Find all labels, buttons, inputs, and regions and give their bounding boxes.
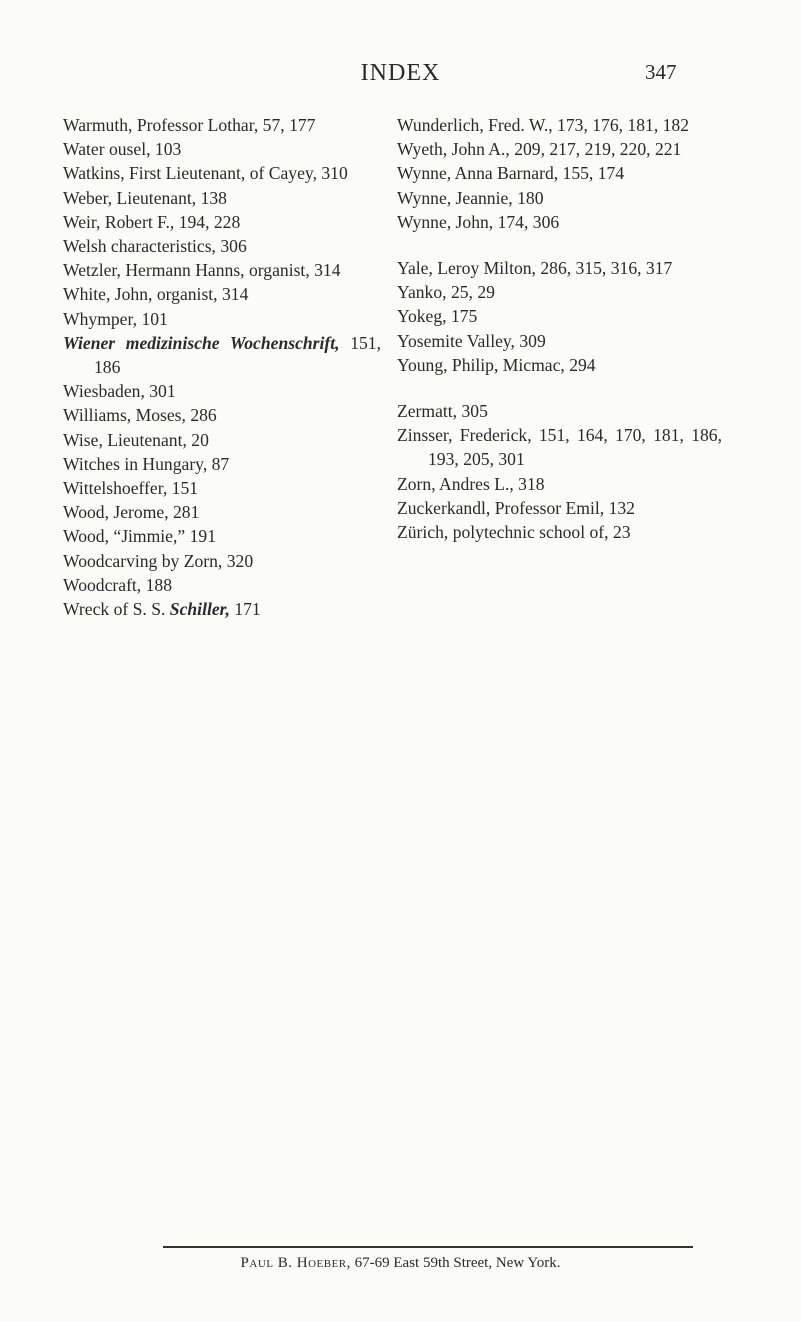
index-entry [397,210,722,234]
index-entry [63,476,381,500]
index-entry [63,331,381,379]
index-entry [397,304,722,328]
index-entry [397,113,722,137]
index-entry [63,258,381,282]
index-entry [63,549,381,573]
index-entry-text: Wood, “Jimmie,” 191 [63,526,216,547]
index-entry-text: Young, Philip, Micmac, 294 [397,354,596,375]
index-entry-text: Zinsser, Frederick, 151, 164, 170, 181, 186, 193, 205, 301 [397,425,722,470]
index-column-left [63,113,381,621]
page-header [0,60,801,94]
index-entry [63,597,381,621]
index-entry [63,307,381,331]
index-column-right [397,113,722,544]
index-entry [397,137,722,161]
index-entry-text: Watkins, First Lieutenant, of Cayey, 310 [63,163,348,184]
index-entry [397,520,722,544]
index-entry-text: Zermatt, 305 [397,401,488,422]
index-entry-italic: Wiener medizinische Wochenschrift, [63,332,340,353]
index-entry [63,186,381,210]
index-entry-text: Wynne, Anna Barnard, 155, 174 [397,163,625,184]
index-entry [63,379,381,403]
index-entry-text: 151, 186 [94,332,382,378]
index-entry [63,210,381,234]
index-entry-text: Welsh characteristics, 306 [63,236,247,257]
index-entry [397,423,722,471]
index-entry-text: Wynne, John, 174, 306 [397,211,560,232]
index-entry [397,496,722,520]
page-number: 347 [645,60,677,84]
index-entry [63,282,381,306]
index-entry [63,428,381,452]
index-entry [63,234,381,258]
index-entry-text: Witches in Hungary, 87 [63,453,230,474]
index-entry-text: Zorn, Andres L., 318 [397,473,545,494]
index-entry-text: Wittelshoeffer, 151 [63,478,199,499]
index-entry [397,353,722,377]
index-entry-text: Williams, Moses, 286 [63,405,217,426]
publisher-footer [0,1255,801,1272]
index-entry-text: Weir, Robert F., 194, 228 [63,211,241,232]
index-entry [63,161,381,185]
index-entry-text: Wise, Lieutenant, 20 [63,429,209,450]
index-entry-text: Zürich, polytechnic school of, 23 [397,522,631,543]
index-entry-text: 171 [229,599,261,620]
index-entry [397,256,722,280]
index-entry-text: Wiesbaden, 301 [63,381,176,402]
index-entry [63,573,381,597]
index-entry-text: Weber, Lieutenant, 138 [63,187,227,208]
index-entry [63,137,381,161]
index-entry-text: Wyeth, John A., 209, 217, 219, 220, 221 [397,139,682,160]
index-entry-text: Wood, Jerome, 281 [63,502,200,523]
page-title: INDEX [360,60,441,86]
footer-rule [163,1246,693,1248]
index-entry [63,403,381,427]
index-entry [397,329,722,353]
index-entry [63,500,381,524]
index-entry [397,399,722,423]
index-entry-text: Woodcarving by Zorn, 320 [63,550,254,571]
index-entry-text: Whymper, 101 [63,308,168,329]
index-entry-text: Wynne, Jeannie, 180 [397,187,544,208]
index-entry-text: White, John, organist, 314 [63,284,249,305]
index-entry [397,186,722,210]
index-entry-text: Wunderlich, Fred. W., 173, 176, 181, 182 [397,115,690,135]
index-entry-text: Wreck of S. S. [63,599,170,620]
index-entry-text: Zuckerkandl, Professor Emil, 132 [397,497,635,518]
index-entry [397,472,722,496]
publisher-address: 67-69 East 59th Street, New York. [350,1255,561,1271]
index-entry [63,113,381,137]
index-entry [397,280,722,304]
index-entry-text: Yale, Leroy Milton, 286, 315, 316, 317 [397,258,673,279]
index-entry-text: Yanko, 25, 29 [397,282,495,303]
index-entry-italic: Schiller, [169,599,230,620]
index-entry-text: Wetzler, Hermann Hanns, organist, 314 [63,260,341,281]
index-entry-text: Yosemite Valley, 309 [397,330,546,351]
index-entry [63,524,381,548]
index-entry-text: Woodcraft, 188 [63,574,172,595]
index-entry [397,161,722,185]
index-entry-text: Yokeg, 175 [397,306,478,327]
index-entry-text: Warmuth, Professor Lothar, 57, 177 [63,115,316,135]
publisher-name: Paul B. Hoeber, [240,1255,351,1271]
index-entry-text: Water ousel, 103 [63,139,182,160]
index-entry [63,452,381,476]
